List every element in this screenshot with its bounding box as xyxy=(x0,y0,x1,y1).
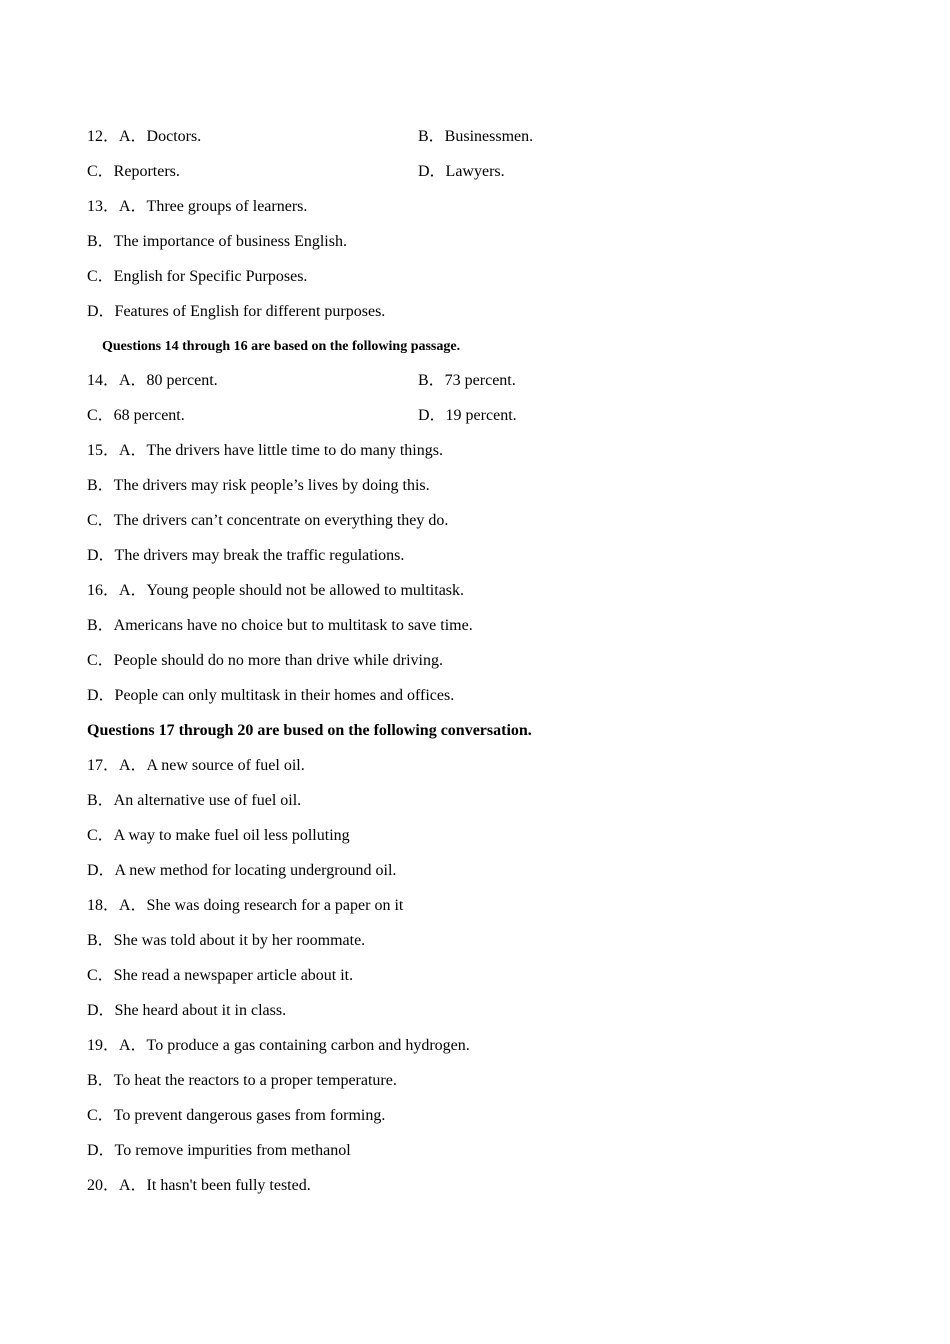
q16-option-a: 16．A．Young people should not be allowed to multitask. xyxy=(87,582,465,599)
question-14-row-2 xyxy=(87,402,887,437)
q16-option-c: C．People should do no more than drive while driving. xyxy=(87,652,443,669)
question-12-row-1 xyxy=(87,123,887,158)
q18-option-d: D．She heard about it in class. xyxy=(87,1002,287,1019)
q12-option-d: D．Lawyers. xyxy=(418,163,505,180)
q19-option-a: 19．A．To produce a gas containing carbon and hydrogen. xyxy=(87,1037,470,1054)
q14-option-b: B．73 percent. xyxy=(418,372,516,389)
q13-option-c: C．English for Specific Purposes. xyxy=(87,268,308,285)
q14-option-a: 14．A．80 percent. xyxy=(87,372,218,389)
question-14-row-1 xyxy=(87,367,887,402)
q15-option-a: 15．A．The drivers have little time to do many things. xyxy=(87,442,443,459)
q14-option-c: C．68 percent. xyxy=(87,407,185,424)
q17-option-a: 17．A．A new source of fuel oil. xyxy=(87,757,305,774)
q16-option-b: B．Americans have no choice but to multitask to save time. xyxy=(87,617,473,634)
q13-option-d: D．Features of English for different purposes. xyxy=(87,303,386,320)
q17-option-b: B．An alternative use of fuel oil. xyxy=(87,792,302,809)
q12-option-b: B．Businessmen. xyxy=(418,128,534,145)
q12-option-a: 12．A．Doctors. xyxy=(87,128,202,145)
q19-option-d: D．To remove impurities from methanol xyxy=(87,1142,351,1159)
q15-option-b: B．The drivers may risk people’s lives by doing this. xyxy=(87,477,430,494)
q19-option-b: B．To heat the reactors to a proper temperature. xyxy=(87,1072,397,1089)
question-12-row-2 xyxy=(87,158,887,193)
q18-option-a: 18．A．She was doing research for a paper on it xyxy=(87,897,404,914)
q18-option-c: C．She read a newspaper article about it. xyxy=(87,967,354,984)
document-page xyxy=(87,123,887,1207)
section-heading-14-16: Questions 14 through 16 are based on the following passage. xyxy=(102,339,461,354)
q12-option-c: C．Reporters. xyxy=(87,163,180,180)
q13-option-b: B．The importance of business English. xyxy=(87,233,347,250)
q20-option-a: 20．A．It hasn't been fully tested. xyxy=(87,1177,311,1194)
q17-option-d: D．A new method for locating underground oil. xyxy=(87,862,397,879)
q19-option-c: C．To prevent dangerous gases from forming. xyxy=(87,1107,386,1124)
q18-option-b: B．She was told about it by her roommate. xyxy=(87,932,366,949)
q15-option-c: C．The drivers can’t concentrate on everything they do. xyxy=(87,512,449,529)
section-heading-17-20: Questions 17 through 20 are bused on the following conversation. xyxy=(87,722,532,739)
q14-option-d: D．19 percent. xyxy=(418,407,517,424)
q15-option-d: D．The drivers may break the traffic regulations. xyxy=(87,547,405,564)
q17-option-c: C．A way to make fuel oil less polluting xyxy=(87,827,350,844)
q16-option-d: D．People can only multitask in their homes and offices. xyxy=(87,687,455,704)
q13-option-a: 13．A．Three groups of learners. xyxy=(87,198,308,215)
